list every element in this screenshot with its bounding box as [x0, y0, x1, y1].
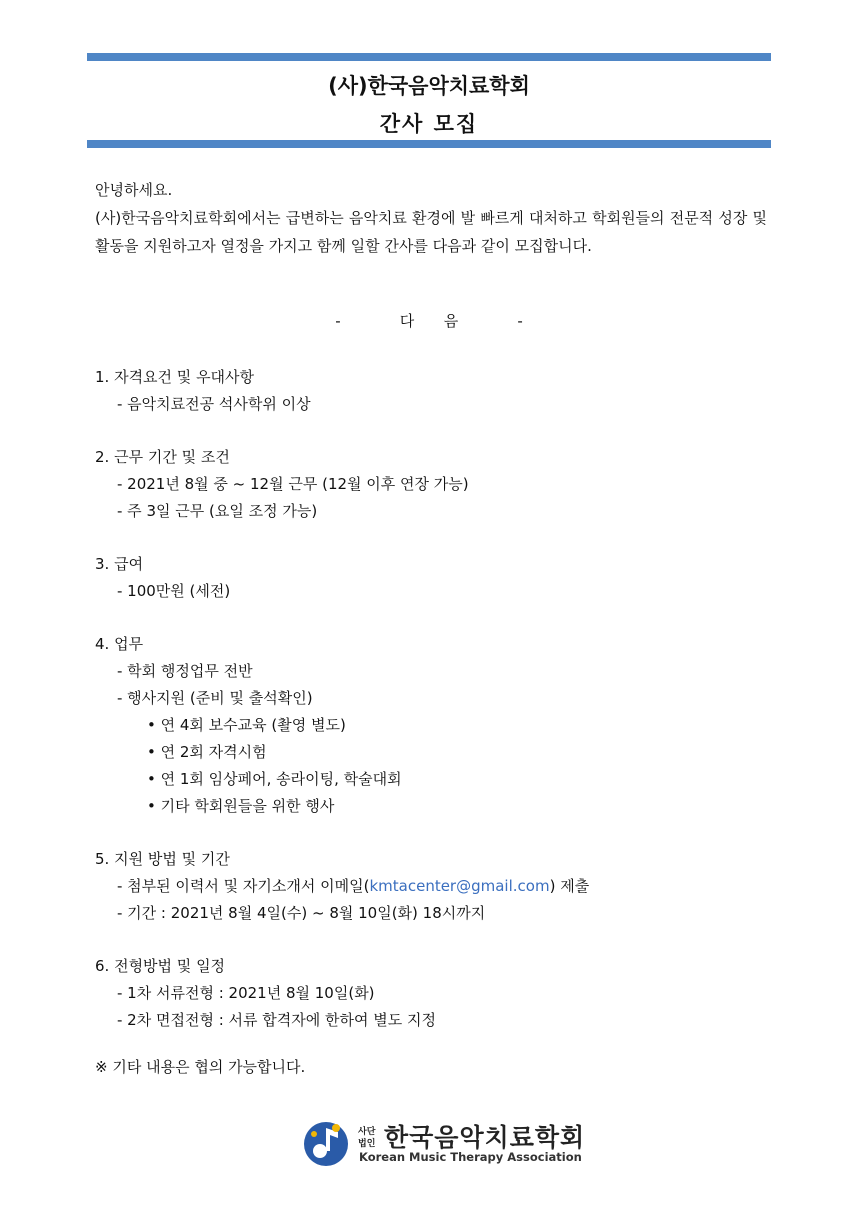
apply-prefix: - 첨부된 이력서 및 자기소개서 이메일(	[117, 877, 370, 895]
org-type-line1: 사단	[358, 1127, 376, 1137]
section-line: - 100만원 (세전)	[117, 582, 231, 600]
section-subline: • 연 1회 임상페어, 송라이팅, 학술대회	[147, 770, 402, 788]
section-line: - 음악치료전공 석사학위 이상	[117, 395, 311, 413]
section-heading: 4. 업무	[95, 635, 144, 653]
section-subline: • 기타 학회원들을 위한 행사	[147, 797, 335, 815]
section-line: - 2021년 8월 중 ~ 12월 근무 (12월 이후 연장 가능)	[117, 475, 469, 493]
org-name-english: Korean Music Therapy Association	[359, 1150, 582, 1164]
music-note-logo-icon	[300, 1118, 352, 1170]
header-top-rule	[87, 53, 771, 61]
section-work-period	[95, 444, 775, 525]
footer-logo	[300, 1118, 600, 1170]
section-heading: 1. 자격요건 및 우대사항	[95, 368, 255, 386]
section-heading: 2. 근무 기간 및 조건	[95, 448, 230, 466]
section-application	[95, 846, 775, 927]
section-salary	[95, 551, 775, 605]
section-heading: 6. 전형방법 및 일정	[95, 957, 226, 975]
section-line: - 주 3일 근무 (요일 조정 가능)	[117, 502, 318, 520]
email-link[interactable]: kmtacenter@gmail.com	[369, 877, 550, 895]
section-subline: • 연 2회 자격시험	[147, 743, 267, 761]
greeting: 안녕하세요.	[95, 181, 173, 199]
org-type-label	[358, 1126, 375, 1150]
page-title: (사)한국음악치료학회	[328, 74, 530, 98]
org-type-line2: 법인	[358, 1139, 376, 1149]
footnote: ※ 기타 내용은 협의 가능합니다.	[95, 1058, 306, 1076]
apply-suffix: ) 제출	[549, 877, 590, 895]
header-bottom-rule	[87, 140, 771, 148]
application-method-line	[95, 873, 775, 900]
section-line: - 1차 서류전형 : 2021년 8월 10일(화)	[117, 984, 375, 1002]
section-line: - 2차 면접전형 : 서류 합격자에 한하여 별도 지정	[117, 1011, 436, 1029]
section-duties	[95, 631, 775, 820]
section-line: - 학회 행정업무 전반	[117, 662, 253, 680]
section-line: - 행사지원 (준비 및 출석확인)	[117, 689, 313, 707]
sections	[95, 364, 775, 1060]
separator: - 다 음 -	[335, 312, 523, 330]
section-line: - 기간 : 2021년 8월 4일(수) ~ 8월 10일(화) 18시까지	[117, 904, 486, 922]
section-selection	[95, 953, 775, 1034]
page-subtitle: 간사 모집	[379, 112, 479, 136]
intro	[95, 176, 767, 260]
org-name-korean: 한국음악치료학회	[384, 1123, 586, 1152]
section-heading: 5. 지원 방법 및 기간	[95, 850, 230, 868]
intro-body: (사)한국음악치료학회에서는 급변하는 음악치료 환경에 발 빠르게 대처하고 학회원들의 전문적 성장 및 활동을 지원하고자 열정을 가지고 함께 일할 간사를 다음과 같이 모집합니다.	[95, 209, 767, 255]
section-qualifications	[95, 364, 775, 418]
section-subline: • 연 4회 보수교육 (촬영 별도)	[147, 716, 346, 734]
section-heading: 3. 급여	[95, 555, 144, 573]
